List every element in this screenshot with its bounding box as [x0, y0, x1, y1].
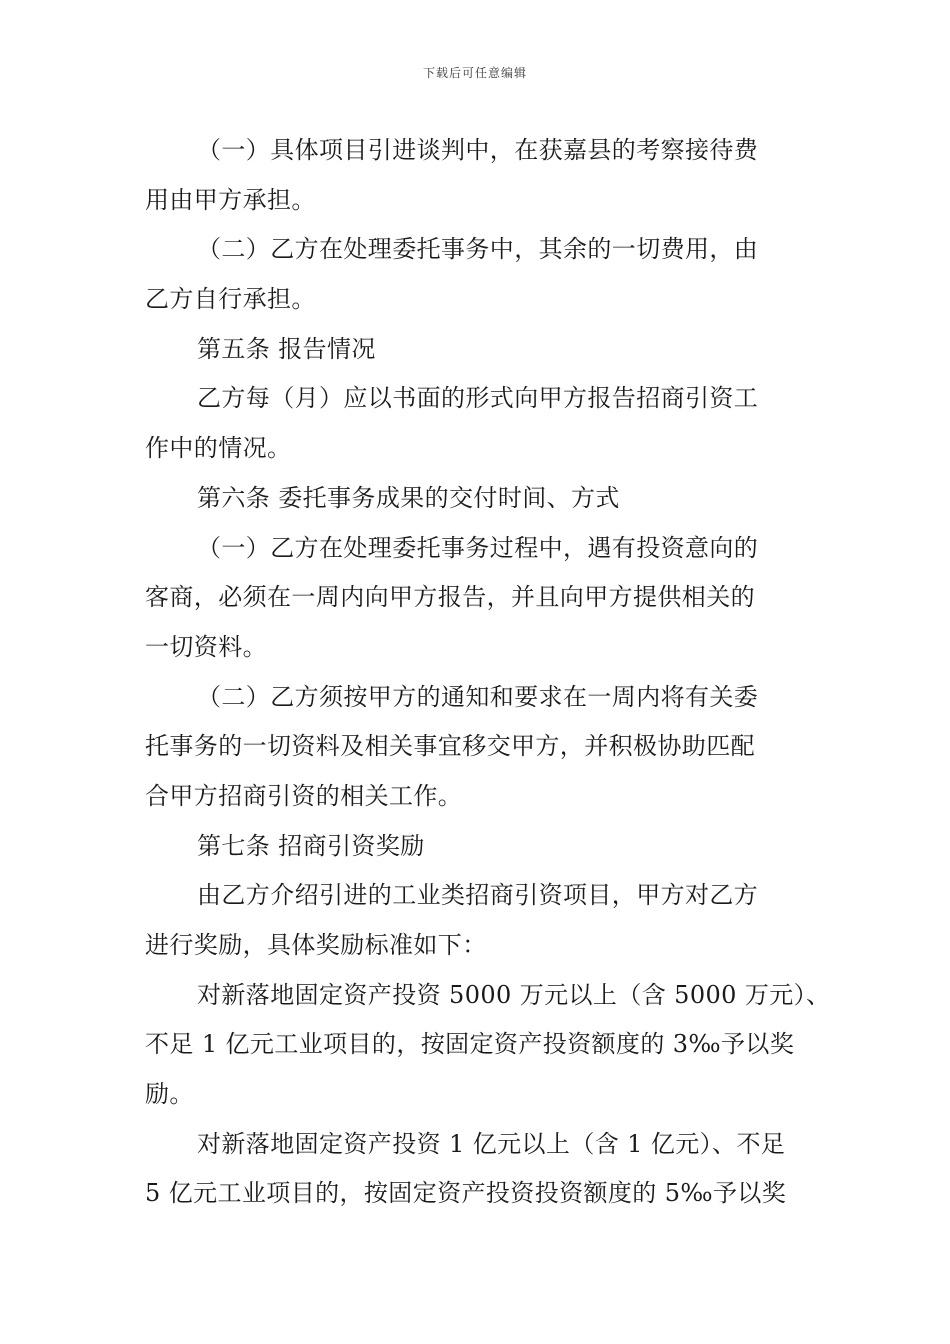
text-line: 一切资料。	[145, 632, 267, 661]
text-line: （一）乙方在处理委托事务过程中，遇有投资意向的	[197, 533, 759, 562]
text-line: 5 亿元工业项目的，按固定资产投资投资额度的 5‰予以奖	[145, 1179, 787, 1208]
section-heading: 第七条 招商引资奖励	[197, 831, 425, 860]
text-line: 作中的情况。	[145, 434, 292, 463]
text-line: 合甲方招商引资的相关工作。	[145, 781, 463, 810]
text-line: （二）乙方须按甲方的通知和要求在一周内将有关委	[197, 682, 759, 711]
section-heading: 第六条 委托事务成果的交付时间、方式	[197, 483, 620, 512]
text-line: （一）具体项目引进谈判中，在获嘉县的考察接待费	[197, 136, 759, 164]
text-line: 励。	[145, 1080, 194, 1109]
text-line: 托事务的一切资料及相关事宜移交甲方，并积极协助匹配	[145, 732, 755, 761]
text-line: 由乙方介绍引进的工业类招商引资项目，甲方对乙方	[197, 881, 759, 910]
text-line: （二）乙方在处理委托事务中，其余的一切费用，由	[197, 235, 759, 264]
text-line: 乙方自行承担。	[145, 285, 316, 314]
text-line: 不足 1 亿元工业项目的，按固定资产投资额度的 3‰予以奖	[145, 1030, 795, 1059]
text-line: 对新落地固定资产投资 1 亿元以上（含 1 亿元）、不足	[197, 1129, 786, 1158]
page-header: 下载后可任意编辑	[422, 66, 527, 80]
section-heading: 第五条 报告情况	[197, 334, 376, 363]
text-line: 对新落地固定资产投资 5000 万元以上（含 5000 万元）、	[197, 980, 831, 1009]
text-line: 用由甲方承担。	[145, 185, 316, 214]
document-body	[145, 126, 831, 1219]
text-line: 客商，必须在一周内向甲方报告，并且向甲方提供相关的	[145, 583, 755, 612]
text-line: 进行奖励，具体奖励标准如下：	[145, 931, 487, 959]
text-line: 乙方每（月）应以书面的形式向甲方报告招商引资工	[197, 384, 759, 413]
